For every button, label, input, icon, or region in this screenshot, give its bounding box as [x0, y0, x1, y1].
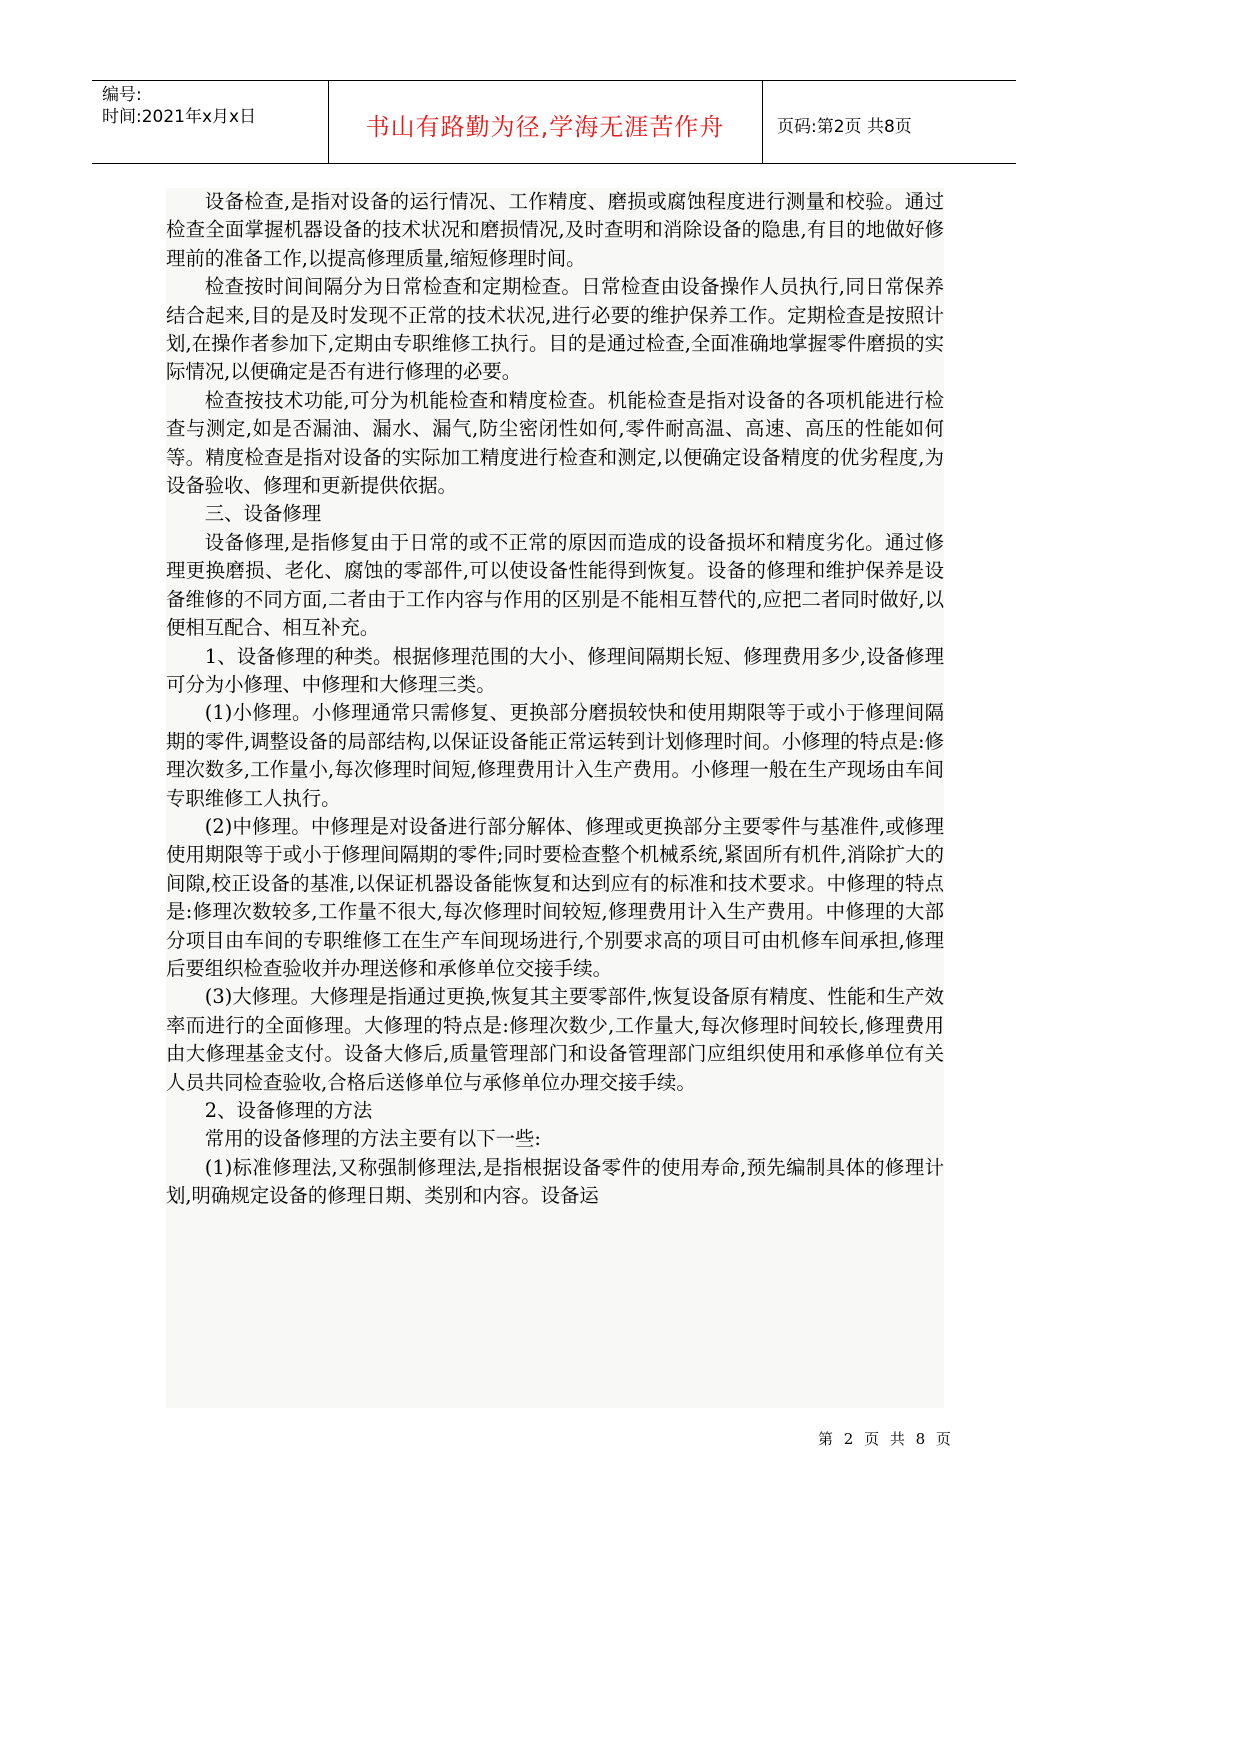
- document-header: [92, 80, 1016, 164]
- header-slogan: 书山有路勤为径,学海无涯苦作舟: [365, 113, 725, 141]
- subheading-repair-methods: 2、设备修理的方法: [204, 1099, 373, 1122]
- paragraph-repair-types: 1、设备修理的种类。根据修理范围的大小、修理间隔期长短、修理费用多少,设备修理可分为小修理、中修理和大修理三类。: [166, 644, 944, 696]
- section-heading-equipment-repair: 三、设备修理: [204, 502, 322, 526]
- document-time-label: 时间:2021年x月x日: [102, 107, 257, 127]
- paragraph-inspection-by-function: 检查按技术功能,可分为机能检查和精度检查。机能检查是指对设备的各项机能进行检查与测定,如是否漏油、漏水、漏气,防尘密闭性如何,零件耐高温、高速、高压的性能如何等。精度检查是指对设备的实际加工精度进行检查和测定,以便确定设备精度的优劣程度,为设备验收、修理和更新提供依据。: [166, 388, 944, 498]
- page-footer: 第 2 页 共 8 页: [818, 1430, 954, 1448]
- paragraph-medium-repair: (2)中修理。中修理是对设备进行部分解体、修理或更换部分主要零件与基准件,或修理使用期限等于或小于修理间隔期的零件;同时要检查整个机械系统,紧固所有机件,消除扩大的间隙,校正设备的基准,以保证机器设备能恢复和达到应有的标准和技术要求。中修理的特点是:修理次数较多,工作量不很大,每次修理时间较短,修理费用计入生产费用。中修理的大部分项目由车间的专职维修工在生产车间现场进行,个别要求高的项目可由机修车间承担,修理后要组织检查验收并办理送修和承修单位交接手续。: [166, 814, 944, 980]
- document-body: [166, 188, 944, 1408]
- header-slogan-cell: [328, 81, 763, 163]
- paragraph-standard-repair-method: (1)标准修理法,又称强制修理法,是指根据设备零件的使用寿命,预先编制具体的修理计划,明确规定设备的修理日期、类别和内容。设备运: [166, 1155, 944, 1208]
- paragraph-inspection-by-interval: 检查按时间间隔分为日常检查和定期检查。日常检查由设备操作人员执行,同日常保养结合起来,目的是及时发现不正常的技术状况,进行必要的维护保养工作。定期检查是按照计划,在操作者参加下,定期由专职维修工执行。目的是通过检查,全面准确地掌握零件磨损的实际情况,以便确定是否有进行修理的必要。: [166, 275, 944, 384]
- header-page-cell: [763, 81, 1016, 163]
- paragraph-equipment-repair: 设备修理,是指修复由于日常的或不正常的原因而造成的设备损坏和精度劣化。通过修理更换磨损、老化、腐蚀的零部件,可以使设备性能得到恢复。设备的修理和维护保养是设备维修的不同方面,二者由于工作内容与作用的区别是不能相互替代的,应把二者同时做好,以便相互配合、相互补充。: [166, 530, 944, 640]
- document-number-label: 编号:: [102, 85, 142, 105]
- paragraph-equipment-inspection: 设备检查,是指对设备的运行情况、工作精度、磨损或腐蚀程度进行测量和校验。通过检查全面掌握机器设备的技术状况和磨损情况,及时查明和消除设备的隐患,有目的地做好修理前的准备工作,以提高修理质量,缩短修理时间。: [166, 190, 944, 270]
- paragraph-minor-repair: (1)小修理。小修理通常只需修复、更换部分磨损较快和使用期限等于或小于修理间隔期的零件,调整设备的局部结构,以保证设备能正常运转到计划修理时间。小修理的特点是:修理次数多,工作量小,每次修理时间短,修理费用计入生产费用。小修理一般在生产现场由车间专职维修工人执行。: [166, 701, 944, 810]
- header-meta-cell: [92, 81, 329, 163]
- header-page-code: 页码:第2页 共8页: [777, 117, 912, 137]
- paragraph-major-repair: (3)大修理。大修理是指通过更换,恢复其主要零部件,恢复设备原有精度、性能和生产效率而进行的全面修理。大修理的特点是:修理次数少,工作量大,每次修理时间较长,修理费用由大修理基金支付。设备大修后,质量管理部门和设备管理部门应组织使用和承修单位有关人员共同检查验收,合格后送修单位与承修单位办理交接手续。: [166, 985, 944, 1094]
- paragraph-common-methods: 常用的设备修理的方法主要有以下一些:: [204, 1127, 541, 1151]
